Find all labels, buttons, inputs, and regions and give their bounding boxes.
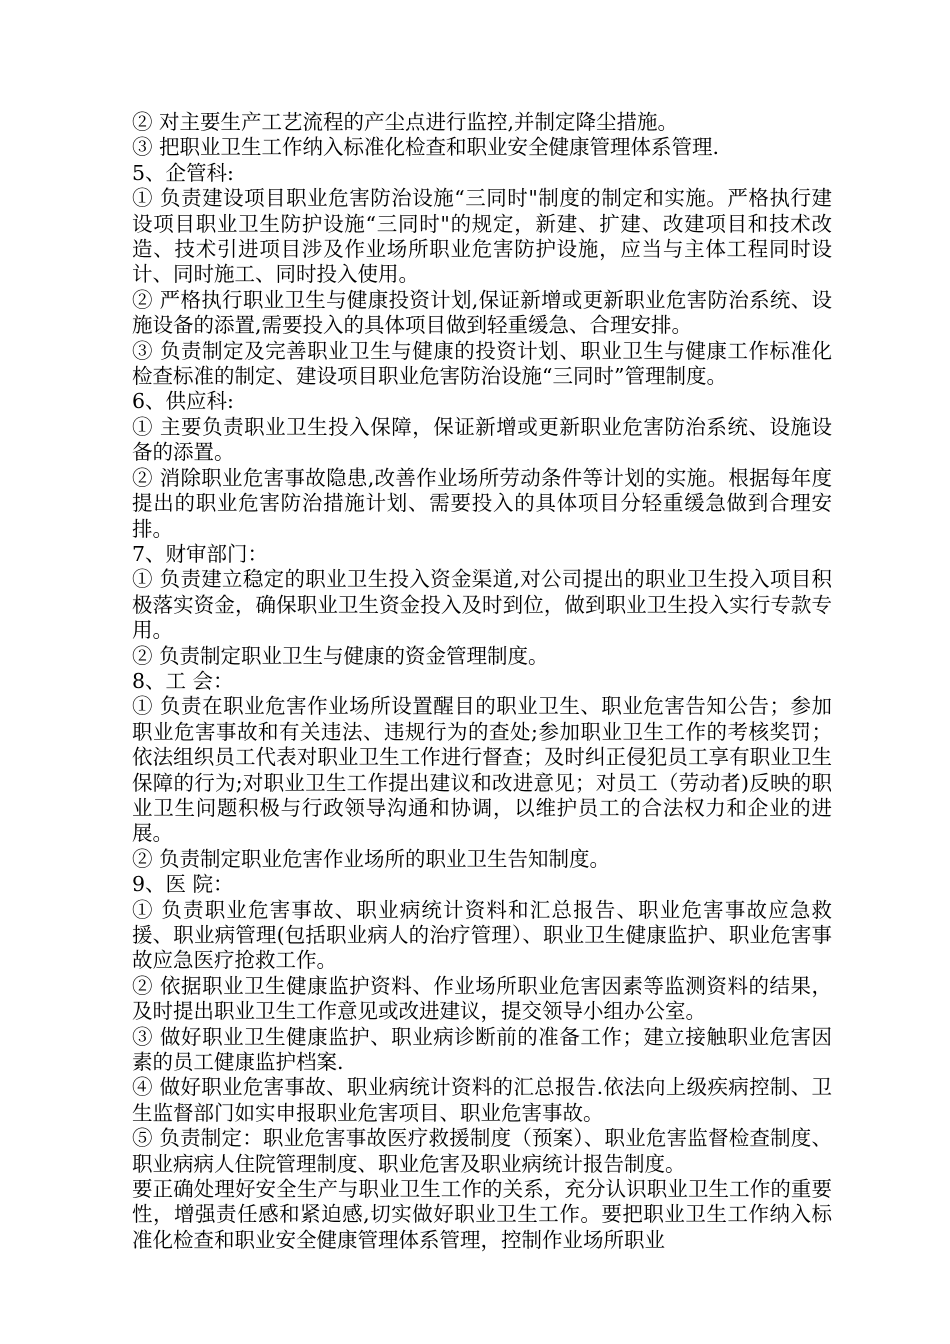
paragraph: ③ 把职业卫生工作纳入标准化检查和职业安全健康管理体系管理. xyxy=(132,135,720,160)
paragraph: ② 对主要生产工艺流程的产尘点进行监控,并制定降尘措施。 xyxy=(132,110,679,134)
paragraph: ② 依据职业卫生健康监护资料、作业场所职业危害因素等监测资料的结果，及时提出职业卫生工作意见或改进建议，提交领导小组办公室。 xyxy=(132,973,832,1024)
paragraph: 要正确处理好安全生产与职业卫生工作的关系，充分认识职业卫生工作的重要性，增强责任感和紧迫感,切实做好职业卫生工作。要把职业卫生工作纳入标准化检查和职业安全健康管理体系管理，控制作业场所职业 xyxy=(132,1177,832,1252)
paragraph: ② 负责制定职业危害作业场所的职业卫生告知制度。 xyxy=(132,846,611,871)
section-heading: 8、工 会： xyxy=(132,668,234,693)
paragraph: ⑤ 负责制定：职业危害事故医疗救援制度（预案）、职业危害监督检查制度、职业病病人住院管理制度、职业危害及职业病统计报告制度。 xyxy=(132,1126,832,1176)
section-heading: 6、供应科: xyxy=(132,389,234,414)
paragraph: ① 负责在职业危害作业场所设置醒目的职业卫生、职业危害告知公告；参加职业危害事故和有关违法、违规行为的查处;参加职业卫生工作的考核奖罚；依法组织员工代表对职业卫生工作进行督查；及时纠正侵犯员工享有职业卫生保障的行为;对职业卫生工作提出建议和改进意见；对员工（劳动者)反映的职业卫生问题积极与行政领导沟通和协调，以维护员工的合法权力和企业的进展。 xyxy=(132,694,832,846)
paragraph: ③ 负责制定及完善职业卫生与健康的投资计划、职业卫生与健康工作标准化检查标准的制定、建设项目职业危害防治设施“三同时”管理制度。 xyxy=(132,338,832,389)
paragraph: ③ 做好职业卫生健康监护、职业病诊断前的准备工作；建立接触职业危害因素的员工健康监护档案. xyxy=(132,1024,832,1075)
section-heading: 7、财审部门： xyxy=(132,541,269,566)
paragraph: ② 严格执行职业卫生与健康投资计划,保证新增或更新职业危害防治系统、设施设备的添置,需要投入的具体项目做到轻重缓急、合理安排。 xyxy=(132,287,832,338)
paragraph: ① 负责建设项目职业危害防治设施“三同时"制度的制定和实施。严格执行建设项目职业卫生防护设施“三同时"的规定，新建、扩建、改建项目和技术改造、技术引进项目涉及作业场所职业危害防护设施，应当与主体工程同时设计、同时施工、同时投入使用。 xyxy=(132,186,832,287)
section-heading: 9、医 院： xyxy=(132,872,234,897)
paragraph: ① 主要负责职业卫生投入保障，保证新增或更新职业危害防治系统、设施设备的添置。 xyxy=(132,414,832,465)
paragraph: ① 负责建立稳定的职业卫生投入资金渠道,对公司提出的职业卫生投入项目积极落实资金，确保职业卫生资金投入及时到位，做到职业卫生投入实行专款专用。 xyxy=(132,567,832,643)
document-body xyxy=(132,110,832,1253)
section-heading: 5、企管科: xyxy=(132,160,234,185)
paragraph: ① 负责职业危害事故、职业病统计资料和汇总报告、职业危害事故应急救援、职业病管理(包括职业病人的治疗管理）、职业卫生健康监护、职业危害事故应急医疗抢救工作。 xyxy=(132,897,832,973)
paragraph: ④ 做好职业危害事故、职业病统计资料的汇总报告.依法向上级疾病控制、卫生监督部门如实申报职业危害项目、职业危害事故。 xyxy=(132,1075,832,1125)
paragraph: ② 负责制定职业卫生与健康的资金管理制度。 xyxy=(132,643,549,668)
paragraph: ② 消除职业危害事故隐患,改善作业场所劳动条件等计划的实施。根据每年度提出的职业危害防治措施计划、需要投入的具体项目分轻重缓急做到合理安排。 xyxy=(132,465,832,541)
